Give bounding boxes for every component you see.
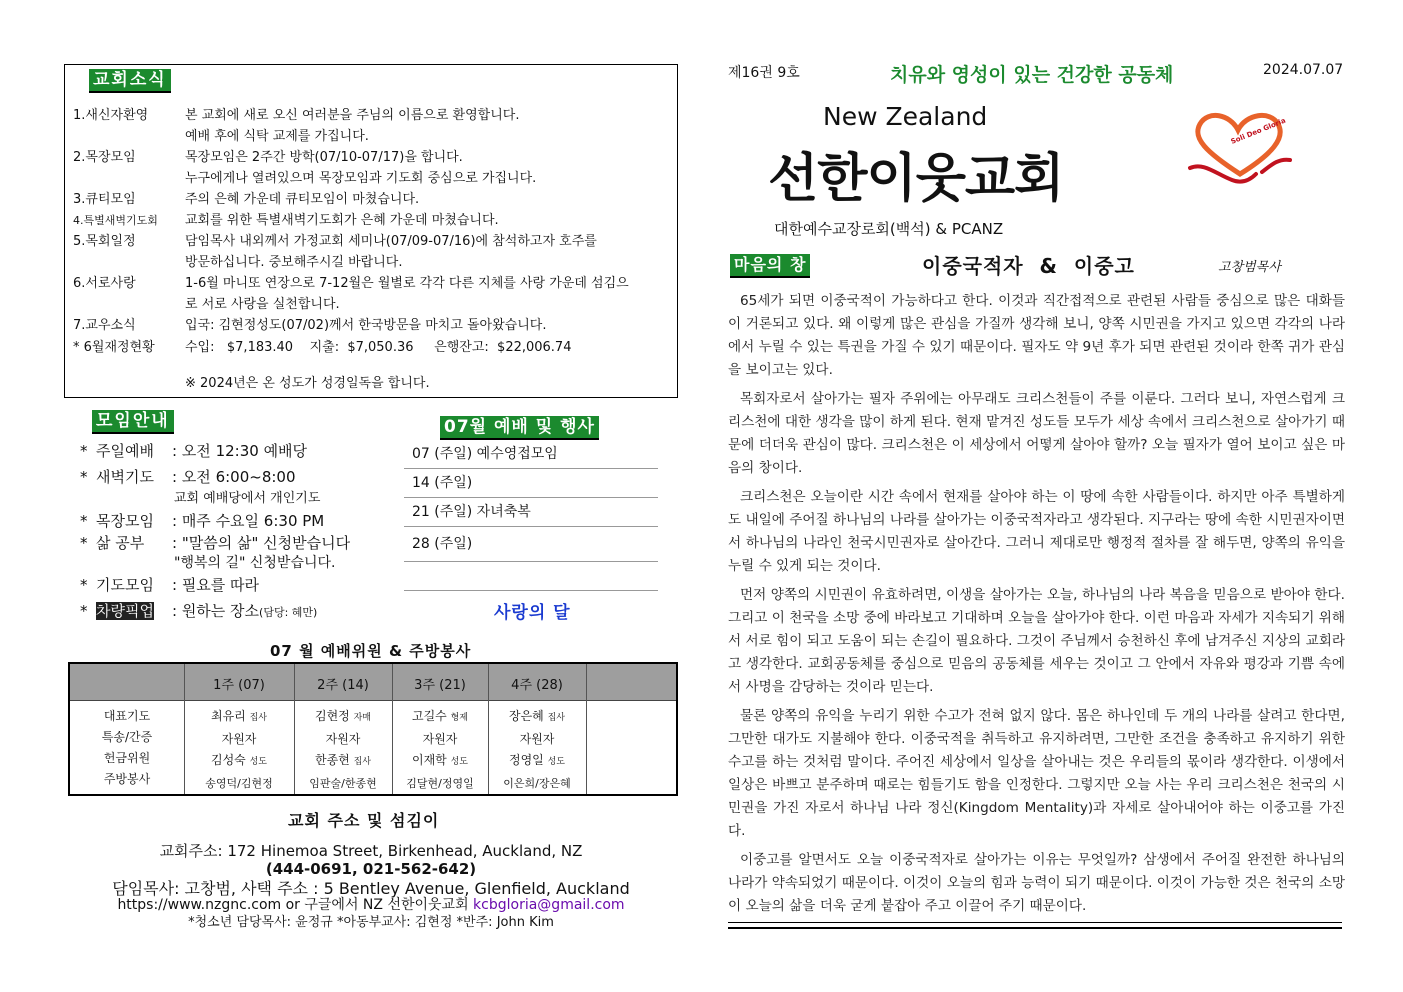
week-header: 4주 (28) (511, 678, 563, 693)
footer-rule (728, 922, 1342, 923)
volunteer-name: 자원자 (422, 732, 458, 746)
news-item (73, 231, 673, 273)
news-item-text: 방문하십니다. 중보해주시길 바랍니다. (185, 255, 403, 270)
meeting-label: 목장모임 (96, 512, 154, 530)
meeting-value: : "말씀의 삶" 신청받습니다 (172, 534, 351, 552)
article-paragraph: 크리스천은 오늘이란 시간 속에서 현재를 살아야 하는 이 땅에 속한 사람들이다. 하지만 아주 특별하게도 내일에 주어질 하나님의 나라를 살아가는 이중국적자라고 생각된다. 지구라는 땅에 속한 시민권자이면서 하나님의 나라인 천국시민권자로 살아간다. 그러니 제대로만 행정적 절차를 잘 해두면, 양쪽의 유익을 누릴 수 있게 되는 것이다. (728, 489, 1345, 574)
news-item-label: 7.교우소식 (73, 318, 136, 333)
week-column (294, 706, 392, 794)
volunteer-name: 자원자 (519, 732, 555, 746)
denomination: 대한예수교장로회(백석) & PCANZ (774, 220, 1004, 238)
role-label: 특송/간증 (101, 730, 153, 744)
volunteer-name: 김현정 (315, 709, 350, 723)
bible-reading-note: ※ 2024년은 온 성도가 성경일독을 합니다. (185, 376, 430, 391)
meeting-value: : 매주 수요일 6:30 PM (172, 512, 325, 530)
meetings-title: 모임안내 (92, 410, 174, 434)
volunteer-name: 자원자 (325, 732, 361, 746)
website-link[interactable]: https://www.nzgnc.com or 구글에서 NZ 선한이웃교회 (117, 897, 474, 913)
meeting-label: 기도모임 (96, 576, 154, 594)
month-theme: 사랑의 달 (494, 603, 571, 623)
church-phones: (444-0691, 021-562-642) (265, 860, 477, 878)
finance-report (73, 337, 673, 358)
meeting-label: 차량픽업 (96, 602, 154, 620)
schedule-row: 28 (주일) (404, 527, 658, 562)
schedule-row: 07 (주일) 예수영접모임 (404, 440, 658, 469)
volunteer-title: 자매 (353, 713, 371, 723)
volunteer-title: 성도 (249, 757, 267, 767)
week-header: 1주 (07) (213, 678, 265, 693)
news-item-text: 교회를 위한 특별새벽기도회가 은혜 가운데 마쳤습니다. (185, 213, 499, 228)
article-paragraph: 목회자로서 살아가는 필자 주위에는 아무래도 크리스천들이 주를 이룬다. 그러다 보니, 자연스럽게 크리스천에 대한 생각을 많이 하게 된다. 현재 맡겨진 성도들 모두가 세상 속에서 크리스천으로 살아가기 때문에 더더욱 관심이 많다. 크리스천은 이 세상에서 어떻게 살아야 할까? 오늘 필자가 열어 보이고 싶은 마음의 창이다. (728, 391, 1345, 476)
issue-number: 제16권 9호 (728, 65, 800, 81)
church-name: 선한이웃교회 (768, 149, 1064, 209)
volunteer-title: 성도 (547, 757, 565, 767)
meeting-value: : 오전 12:30 예배당 (172, 442, 308, 460)
pastor-address: 담임목사: 고창범, 사택 주소 : 5 Bentley Avenue, Glenfield, Auckland (112, 879, 630, 898)
volunteer-name: 김달현/정영일 (406, 777, 474, 790)
church-address: 교회주소: 172 Hinemoa Street, Birkenhead, Auckland, NZ (159, 842, 583, 860)
meeting-label: 삶 공부 (96, 534, 145, 552)
meeting-note: (담당: 혜만) (259, 606, 318, 619)
meeting-row: * 주일예배 : 오전 12:30 예배당 (80, 442, 308, 460)
news-item-label: 2.목장모임 (73, 150, 136, 165)
volunteer-title: 집사 (353, 757, 371, 767)
news-item-text: 누구에게나 열려있으며 목장모임과 기도회 중심으로 가집니다. (185, 171, 537, 186)
week-column (488, 706, 586, 794)
volunteer-name: 김성숙 (211, 753, 246, 767)
news-item-text: 입국: 김현정성도(07/02)께서 한국방문을 마치고 돌아왔습니다. (185, 318, 547, 333)
news-item-label: 6.서로사랑 (73, 276, 136, 291)
volunteer-name: 자원자 (221, 732, 257, 746)
church-news-title: 교회소식 (89, 69, 171, 93)
news-item (73, 273, 673, 315)
role-column (70, 706, 184, 790)
meeting-row: * 차량픽업 : 원하는 장소(담당: 혜만) (80, 602, 318, 620)
article-paragraph: 65세가 되면 이중국적이 가능하다고 한다. 이것과 직간접적으로 관련된 사람들 중심으로 많은 대화들이 거론되고 있다. 왜 이렇게 많은 관심을 가질까 생각해 보니, 양쪽 시민권을 가지고 있으면 각각의 나라에서 누릴 수 있는 특권을 가질 수 있기 때문이다. 필자도 약 9년 후가 되면 관련된 것이라 한쪽 귀가 관심을 보이고는 있다. (728, 293, 1345, 378)
meeting-value: 교회 예배당에서 개인기도 (174, 491, 321, 506)
week-header: 3주 (21) (414, 678, 466, 693)
week-header: 2주 (14) (317, 678, 369, 693)
column-title: 이중국적자 & 이중고 (922, 254, 1135, 278)
volunteer-name: 임판술/한종현 (309, 777, 377, 790)
volunteer-name: 이재학 (412, 753, 447, 767)
news-item (73, 210, 673, 231)
meeting-row: * 기도모임 : 필요를 따라 (80, 576, 260, 594)
volunteers-title: 07 월 예배위원 & 주방봉사 (270, 642, 472, 660)
role-label: 헌금위원 (103, 751, 151, 765)
news-item-label: 1.새신자환영 (73, 108, 149, 123)
meeting-value: : 원하는 장소 (172, 602, 260, 620)
news-note (73, 373, 673, 394)
news-item-label: 5.목회일정 (73, 234, 136, 249)
table-divider (586, 664, 587, 794)
country-label: New Zealand (823, 102, 988, 131)
footer-rule (728, 927, 1342, 929)
meeting-value: : 필요를 따라 (172, 576, 260, 594)
finance-text: 수입: $7,183.40 지출: $7,050.36 은행잔고: $22,006.74 (185, 340, 572, 355)
volunteer-name: 정영일 (509, 753, 544, 767)
news-item-text: 담임목사 내외께서 가정교회 세미나(07/09-07/16)에 참석하고자 호주를 (185, 234, 597, 249)
volunteer-title: 집사 (547, 713, 565, 723)
week-column (392, 706, 488, 794)
news-item-text: 목장모임은 2주간 방학(07/10-07/17)을 합니다. (185, 150, 463, 165)
news-item-text: 로 서로 사랑을 실천합니다. (185, 297, 340, 312)
meeting-row-continued (174, 552, 335, 574)
column-article (728, 290, 1345, 924)
volunteer-name: 송영덕/김현정 (205, 777, 273, 790)
meeting-value: : 오전 6:00~8:00 (172, 468, 296, 486)
news-item-text: 본 교회에 새로 오신 여러분을 주님의 이름으로 환영합니다. (185, 108, 520, 123)
schedule-title: 07월 예배 및 행사 (440, 416, 599, 440)
volunteer-title: 성도 (450, 757, 468, 767)
article-paragraph: 물론 양쪽의 유익을 누리기 위한 수고가 전혀 없지 않다. 몸은 하나인데 두 개의 나라를 살려고 한다면, 그만한 대가도 지불해야 한다. 이중국적을 취득하고 유지하려면, 그만한 조건을 충족하고 유지하기 위한 수고를 하는 것처럼 말이다. 주어진 세상에서 일상을 살아내는 것은 우리들의 몫이라 생각한다. 이생에서 일상은 바쁘고 분주하며 때로는 힘들기도 함을 인정한다. 그렇지만 오늘 사는 우리 크리스천은 천국의 시민권을 가진 자로서 하나님 나라 정신(Kingdom Mentality)과 자세로 살아내어야 하는 이중고를 가진다. (728, 708, 1345, 839)
volunteer-name: 최유리 (211, 709, 246, 723)
volunteer-name: 고길수 (412, 709, 447, 723)
volunteer-title: 형제 (450, 713, 468, 723)
role-label: 대표기도 (103, 709, 151, 723)
meeting-row-continued (174, 488, 320, 510)
issue-date: 2024.07.07 (1263, 62, 1344, 78)
news-item-label: * 6월재정현황 (73, 340, 155, 355)
news-item (73, 105, 673, 147)
column-author: 고창범목사 (1218, 260, 1281, 275)
article-paragraph: 이중고를 알면서도 오늘 이중국적자로 살아가는 이유는 무엇일까? 삼생에서 주어질 완전한 하나님의 나라가 약속되었기 때문이다. 이것이 오늘의 힘과 능력이 되기 때문이다. 이것이 가능한 것은 천국의 소망이 오늘의 삶을 더욱 굳게 붙잡아 주고 이끌어 주기 때문이다. (728, 852, 1345, 914)
news-item-text: 예배 후에 식탁 교제를 가집니다. (185, 129, 369, 144)
volunteer-name: 한종현 (315, 753, 350, 767)
meeting-row: * 목장모임 : 매주 수요일 6:30 PM (80, 512, 325, 530)
meeting-label: 주일예배 (96, 442, 154, 460)
staff-list: *청소년 담당목사: 윤정규 *아동부교사: 김현정 *반주: John Kim (188, 915, 554, 930)
logo-text: Soli Deo Gloria (1229, 116, 1287, 146)
role-label: 주방봉사 (103, 772, 151, 786)
schedule-row: 21 (주일) 자녀축복 (404, 498, 658, 527)
slogan: 치유와 영성이 있는 건강한 공동체 (890, 64, 1174, 86)
schedule-row: 14 (주일) (404, 469, 658, 498)
volunteers-table (68, 662, 678, 796)
email-link[interactable]: kcbgloria@gmail.com (473, 897, 625, 913)
news-item (73, 147, 673, 189)
news-item-label: 4.특별새벽기도회 (73, 214, 158, 227)
meeting-value: "행복의 길" 신청받습니다. (174, 555, 336, 571)
column-badge: 마음의 창 (730, 254, 810, 278)
volunteer-name: 이은희/장은혜 (503, 777, 571, 790)
meeting-row: * 새벽기도 : 오전 6:00~8:00 (80, 468, 296, 486)
volunteer-title: 집사 (249, 713, 267, 723)
news-item-text: 1-6월 마니또 연장으로 7-12월은 월별로 각각 다른 지체를 사랑 가운데 섬김으 (185, 276, 629, 291)
meeting-row: * 삶 공부 : "말씀의 삶" 신청받습니다 (80, 534, 351, 552)
church-news-box (64, 64, 678, 398)
church-logo-heart-hands-icon (1186, 108, 1294, 194)
news-item (73, 189, 673, 210)
volunteer-name: 장은혜 (509, 709, 544, 723)
news-item-text: 주의 은혜 가운데 큐티모임이 마쳤습니다. (185, 192, 420, 207)
address-title: 교회 주소 및 섬김이 (288, 811, 440, 830)
news-item-label: 3.큐티모임 (73, 192, 136, 207)
week-column (184, 706, 294, 794)
schedule-row (404, 562, 658, 591)
meeting-label: 새벽기도 (96, 468, 154, 486)
article-paragraph: 먼저 양쪽의 시민권이 유효하려면, 이생을 살아가는 오늘, 하나님의 나라 복음을 믿음으로 받아야 한다. 그리고 이 천국을 소망 중에 바라보고 기대하며 오늘을 살아가야 한다. 이런 마음과 자세가 지속되기 위해서 서로 힘이 되고 도움이 되는 손길이 필요하다. 그것이 주님께서 승천하신 후에 남겨주신 지상의 교회라고 생각한다. 교회공동체를 중심으로 믿음의 공동체를 세우는 것이고 그 안에서 자유와 평강과 기쁨 속에서 사명을 감당하는 것이라 믿는다. (728, 587, 1345, 695)
news-item (73, 315, 673, 336)
